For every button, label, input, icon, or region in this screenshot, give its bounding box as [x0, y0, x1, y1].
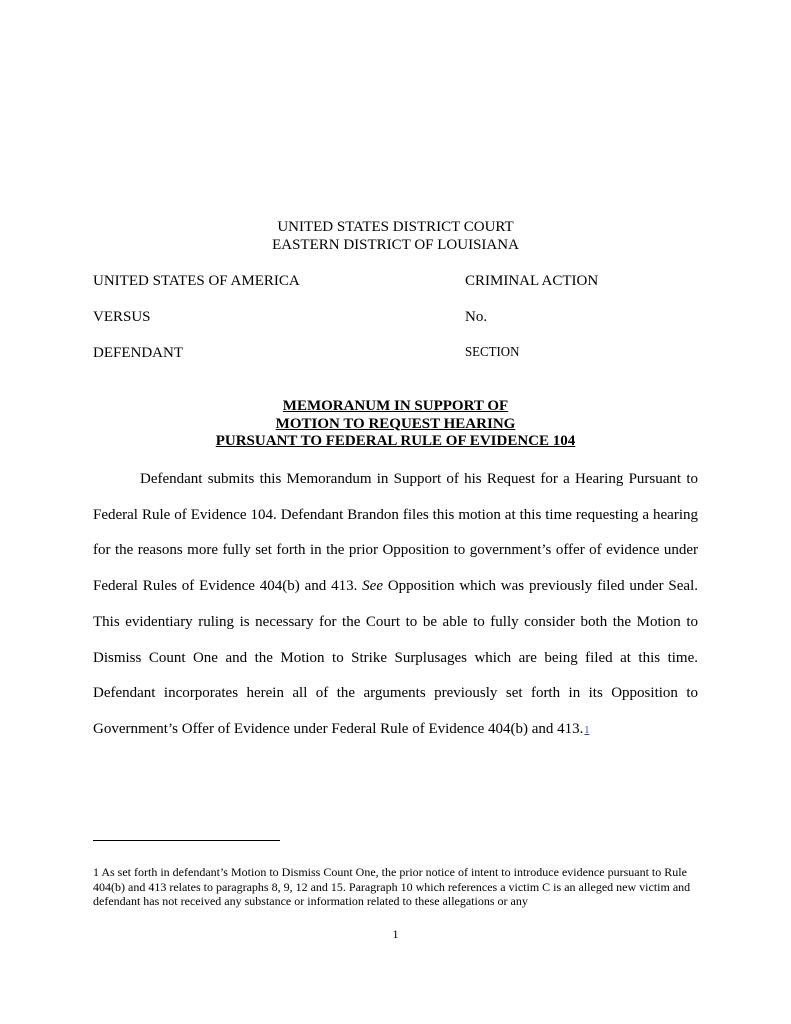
- footnote-reference-link[interactable]: 1: [584, 724, 590, 736]
- body-paragraph-block: [93, 462, 698, 749]
- title-line-3: PURSUANT TO FEDERAL RULE OF EVIDENCE 104: [215, 433, 576, 449]
- court-name: UNITED STATES DISTRICT COURT: [277, 219, 514, 235]
- caption-versus: VERSUS: [93, 309, 151, 325]
- court-district: EASTERN DISTRICT OF LOUISIANA: [272, 236, 519, 253]
- caption-section: SECTION: [465, 345, 520, 360]
- caption-defendant: DEFENDANT: [93, 345, 183, 361]
- see-signal: See: [362, 578, 383, 595]
- title-line-2: MOTION TO REQUEST HEARING: [275, 415, 516, 432]
- page-number: 1: [392, 927, 399, 941]
- body-text-part-2: Opposition which was previously filed under Seal. This evidentiary ruling is necessary for the Court to be able to fully consider both the Motion to Dismiss Count One and the Motion to Strike Surplusages which are being filed at this time. Defendant incorporates herein all of the arguments previously set forth in its Opposition to Government’s Offer of Evidence under Federal Rule of Evidence 404(b) and 413.: [93, 578, 698, 737]
- body-text-part-1: Defendant submits this Memorandum in Support of his Request for a Hearing Pursuant to Federal Rule of Evidence 104. Defendant Brandon files this motion at this time requesting a hearing for the reasons more fully set forth in the prior Opposition to government’s offer of evidence under Federal Rules of Evidence 404(b) and 413.: [93, 471, 698, 595]
- footnote-separator: [93, 840, 280, 841]
- footnote-text: 1 As set forth in defendant’s Motion to Dismiss Count One, the prior notice of intent to introduce evidence pursuant to Rule 404(b) and 413 relates to paragraphs 8, 9, 12 and 15. Paragraph 10 which references a victim C is an alleged new victim and defendant has not received any substance or information related to these allegations or any: [93, 865, 691, 908]
- document-title: [0, 398, 791, 451]
- title-line-1: MEMORANUM IN SUPPORT OF: [282, 398, 509, 414]
- body-paragraph: [93, 462, 698, 749]
- court-heading: [0, 219, 791, 254]
- caption-plaintiff: UNITED STATES OF AMERICA: [93, 273, 300, 289]
- caption-case-number: No.: [465, 309, 488, 325]
- caption-case-type: CRIMINAL ACTION: [465, 273, 599, 289]
